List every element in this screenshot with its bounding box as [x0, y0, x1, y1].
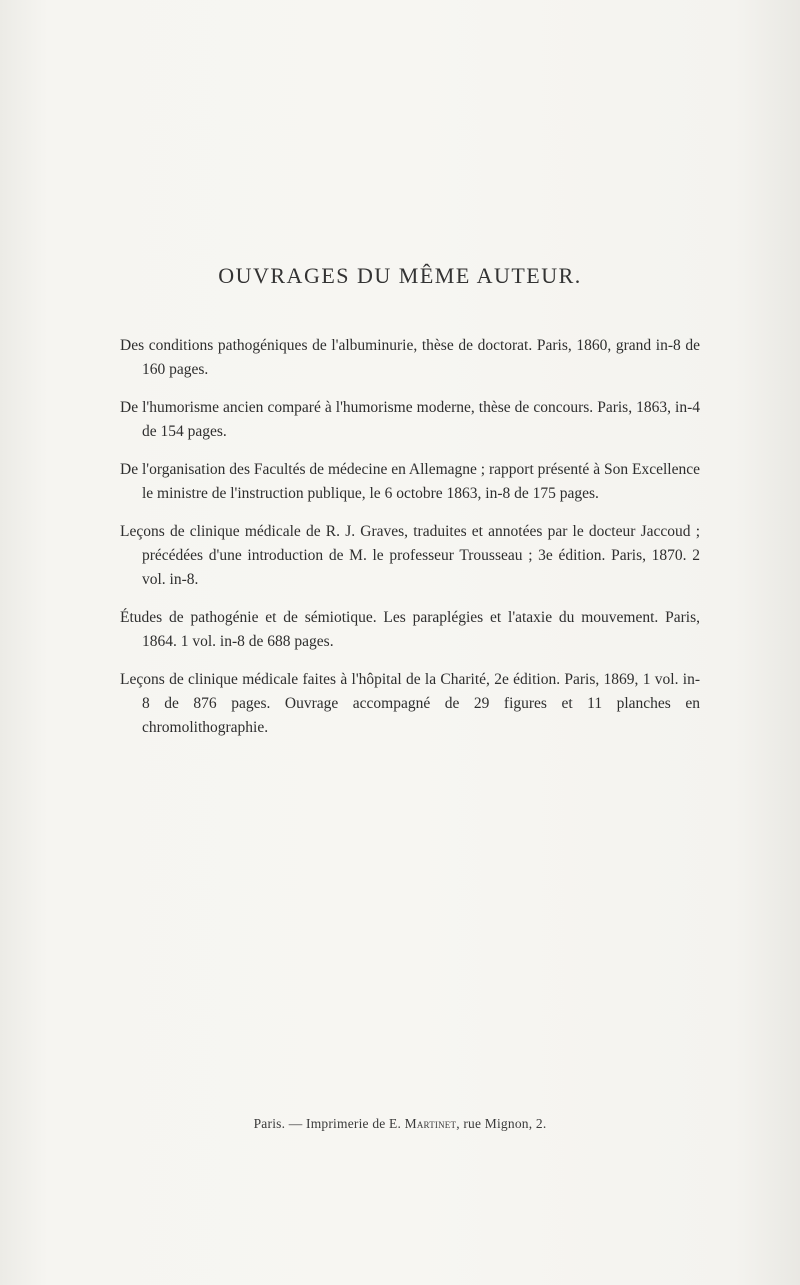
bibliography-entry: De l'organisation des Facultés de médecine en Allemagne ; rapport présenté à Son Excellence le ministre de l'instruction publique, le 6 octobre 1863, in-8 de 175 pages.	[120, 461, 700, 502]
bibliography-entry: Des conditions pathogéniques de l'albuminurie, thèse de doctorat. Paris, 1860, grand in-8 de 160 pages.	[120, 337, 700, 378]
bibliography-entry: Leçons de clinique médicale de R. J. Graves, traduites et annotées par le docteur Jaccoud ; précédées d'une introduction de M. le professeur Trousseau ; 3e édition. Paris, 1870. 2 vol. in-8.	[120, 523, 700, 588]
bibliography-list	[120, 334, 700, 754]
bibliography-entry: De l'humorisme ancien comparé à l'humorisme moderne, thèse de concours. Paris, 1863, in-4 de 154 pages.	[120, 399, 700, 440]
printer-imprint	[0, 1116, 800, 1132]
bibliography-entry: Études de pathogénie et de sémiotique. Les paraplégies et l'ataxie du mouvement. Paris, 1864. 1 vol. in-8 de 688 pages.	[120, 609, 700, 650]
imprint-printer-name: Martinet	[404, 1116, 457, 1131]
imprint-suffix: , rue Mignon, 2.	[456, 1116, 547, 1131]
bibliography-entry: Leçons de clinique médicale faites à l'hôpital de la Charité, 2e édition. Paris, 1869, 1 vol. in-8 de 876 pages. Ouvrage accompagné de 29 figures et 11 planches en chromolithographie.	[120, 671, 700, 736]
imprint-prefix: Paris. — Imprimerie de E.	[253, 1116, 402, 1131]
page-title: OUVRAGES DU MÊME AUTEUR.	[218, 263, 582, 288]
